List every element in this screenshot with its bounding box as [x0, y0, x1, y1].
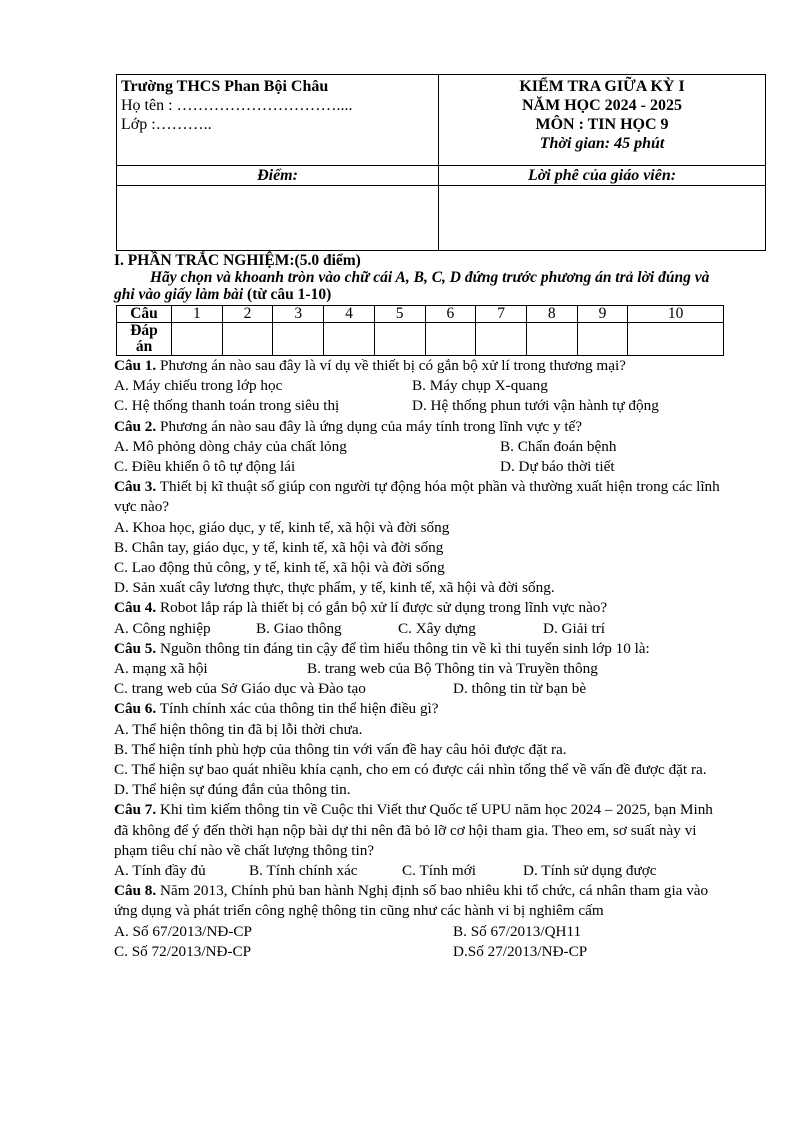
subject: MÔN : TIN HỌC 9: [535, 116, 669, 133]
question-3: [114, 477, 726, 598]
option-b[interactable]: B. Giao thông: [256, 619, 342, 637]
question-number: 4: [324, 306, 375, 323]
option-d[interactable]: D.Số 27/2013/NĐ-CP: [453, 942, 588, 960]
option-c[interactable]: C. Thể hiện sự bao quát nhiều khía cạnh, cho em có được cái nhìn tổng thể về vấn đề được đặt ra.: [114, 761, 707, 779]
school-name: Trường THCS Phan Bội Châu: [121, 78, 329, 95]
question-stem: Câu 1. Phương án nào sau đây là ví dụ về thiết bị có gắn bộ xử lí trong thương mại?: [114, 357, 626, 374]
question-number: 10: [628, 306, 724, 323]
option-c[interactable]: C. Số 72/2013/NĐ-CP: [114, 942, 252, 960]
answer-cell[interactable]: [476, 323, 527, 356]
answer-cell[interactable]: [273, 323, 324, 356]
teacher-comment-box[interactable]: [439, 186, 766, 251]
answer-cell[interactable]: [577, 323, 628, 356]
question-number: 6: [425, 306, 476, 323]
section-1: [114, 252, 726, 303]
exam-page: [114, 74, 726, 962]
option-d[interactable]: D. thông tin từ bạn bè: [453, 680, 587, 698]
option-a[interactable]: A. Số 67/2013/NĐ-CP: [114, 922, 252, 940]
option-d[interactable]: D. Thể hiện sự đúng đắn của thông tin.: [114, 781, 351, 799]
answer-cell[interactable]: [374, 323, 425, 356]
questions-list: [114, 356, 726, 962]
option-c[interactable]: C. Lao động thủ công, y tế, kinh tế, xã hội và đời sống: [114, 559, 445, 577]
question-number: 3: [273, 306, 324, 323]
question-4: [114, 598, 726, 638]
option-c[interactable]: C. Xây dựng: [398, 619, 476, 637]
exam-info-cell: [439, 75, 766, 166]
option-a[interactable]: A. Máy chiếu trong lớp học: [114, 377, 283, 395]
question-stem: Câu 3. Thiết bị kĩ thuật số giúp con người tự động hóa một phần và thường xuất hiện trong các lĩnh vực nào?: [114, 478, 720, 516]
option-c[interactable]: C. Hệ thống thanh toán trong siêu thị: [114, 397, 340, 415]
question-stem: Câu 8. Năm 2013, Chính phủ ban hành Nghị định số bao nhiêu khi tổ chức, cá nhân tham gia vào ứng dụng và phát triển công nghệ thông tin cũng như các hành vi bị nghiêm cấm: [114, 882, 709, 920]
answer-cell[interactable]: [222, 323, 273, 356]
student-name-line: Họ tên : …………………………....: [121, 97, 353, 114]
teacher-comment-label: Lời phê của giáo viên:: [439, 166, 766, 186]
question-1: [114, 356, 726, 417]
section-1-title: I. PHẦN TRẮC NGHIỆM:(5.0 điểm): [114, 252, 361, 269]
question-number: 2: [222, 306, 273, 323]
option-c[interactable]: C. trang web của Sở Giáo dục và Đào tạo: [114, 680, 366, 698]
option-b[interactable]: B. trang web của Bộ Thông tin và Truyền thông: [307, 660, 598, 678]
question-5: [114, 639, 726, 700]
question-stem: Câu 6. Tính chính xác của thông tin thể hiện điều gì?: [114, 700, 439, 718]
answer-cell[interactable]: [526, 323, 577, 356]
option-a[interactable]: A. Công nghiệp: [114, 619, 211, 637]
question-6: [114, 699, 726, 800]
option-a[interactable]: A. mạng xã hội: [114, 660, 208, 678]
question-number: 7: [476, 306, 527, 323]
option-d[interactable]: D. Tính sử dụng được: [523, 862, 657, 880]
option-d[interactable]: D. Giải trí: [543, 619, 606, 637]
school-year: NĂM HỌC 2024 - 2025: [522, 97, 682, 114]
option-d[interactable]: D. Sản xuất cây lương thực, thực phẩm, y tế, kinh tế, xã hội và đời sống.: [114, 579, 555, 597]
answer-table: [116, 305, 724, 356]
question-number: 1: [172, 306, 223, 323]
option-b[interactable]: B. Chẩn đoán bệnh: [500, 437, 617, 455]
student-info-cell: [117, 75, 439, 166]
option-a[interactable]: A. Khoa học, giáo dục, y tế, kinh tế, xã hội và đời sống: [114, 518, 450, 536]
answer-row-label: Đáp án: [117, 323, 172, 356]
duration: Thời gian: 45 phút: [539, 135, 665, 152]
answer-cell[interactable]: [172, 323, 223, 356]
student-class-line: Lớp :………..: [121, 116, 212, 133]
option-d[interactable]: D. Dự báo thời tiết: [500, 458, 615, 476]
option-a[interactable]: A. Thể hiện thông tin đã bị lỗi thời chưa.: [114, 720, 363, 738]
question-stem: Câu 2. Phương án nào sau đây là ứng dụng của máy tính trong lĩnh vực y tế?: [114, 417, 583, 435]
question-number: 8: [526, 306, 577, 323]
option-a[interactable]: A. Mô phỏng dòng chảy của chất lỏng: [114, 437, 347, 455]
option-a[interactable]: A. Tính đầy đủ: [114, 862, 206, 880]
question-2: [114, 417, 726, 478]
question-stem: Câu 7. Khi tìm kiếm thông tin về Cuộc thi Viết thư Quốc tế UPU năm học 2024 – 2025, bạn Minh đã không để ý đến thời hạn nộp bài dự thi nên đã bỏ lỡ cơ hội tham gia. Theo em, sơ suất này vi phạm tiêu chí nào về chất lượng thông tin?: [114, 801, 713, 859]
question-stem: Câu 4. Robot lắp ráp là thiết bị có gắn bộ xử lí được sử dụng trong lĩnh vực nào?: [114, 599, 608, 617]
section-1-instruction: Hãy chọn và khoanh tròn vào chữ cái A, B, C, D đứng trước phương án trả lời đúng và ghi vào giấy làm bài (từ câu 1-10): [114, 269, 710, 303]
answer-cell[interactable]: [628, 323, 724, 356]
option-b[interactable]: B. Tính chính xác: [249, 862, 358, 880]
option-b[interactable]: B. Số 67/2013/QH11: [453, 922, 582, 940]
answer-cell[interactable]: [425, 323, 476, 356]
score-box[interactable]: [117, 186, 439, 251]
answer-cell[interactable]: [324, 323, 375, 356]
question-stem: Câu 5. Nguồn thông tin đáng tin cậy để tìm hiểu thông tin về kì thi tuyển sinh lớp 10 là:: [114, 639, 650, 657]
option-c[interactable]: C. Điều khiển ô tô tự động lái: [114, 458, 296, 476]
exam-header-table: [116, 74, 766, 251]
option-c[interactable]: C. Tính mới: [402, 862, 476, 880]
question-number: 5: [374, 306, 425, 323]
question-8: [114, 881, 726, 962]
question-number: 9: [577, 306, 628, 323]
score-label: Điểm:: [117, 166, 439, 186]
option-b[interactable]: B. Chân tay, giáo dục, y tế, kinh tế, xã hội và đời sống: [114, 538, 444, 556]
option-b[interactable]: B. Máy chụp X-quang: [412, 377, 548, 395]
option-b[interactable]: B. Thể hiện tính phù hợp của thông tin với vấn đề hay câu hỏi được đặt ra.: [114, 740, 567, 758]
option-d[interactable]: D. Hệ thống phun tưới vận hành tự động: [412, 397, 659, 415]
answer-row-question-label: Câu: [117, 306, 172, 323]
exam-title: KIỂM TRA GIỮA KỲ I: [519, 78, 685, 95]
question-7: [114, 800, 726, 881]
